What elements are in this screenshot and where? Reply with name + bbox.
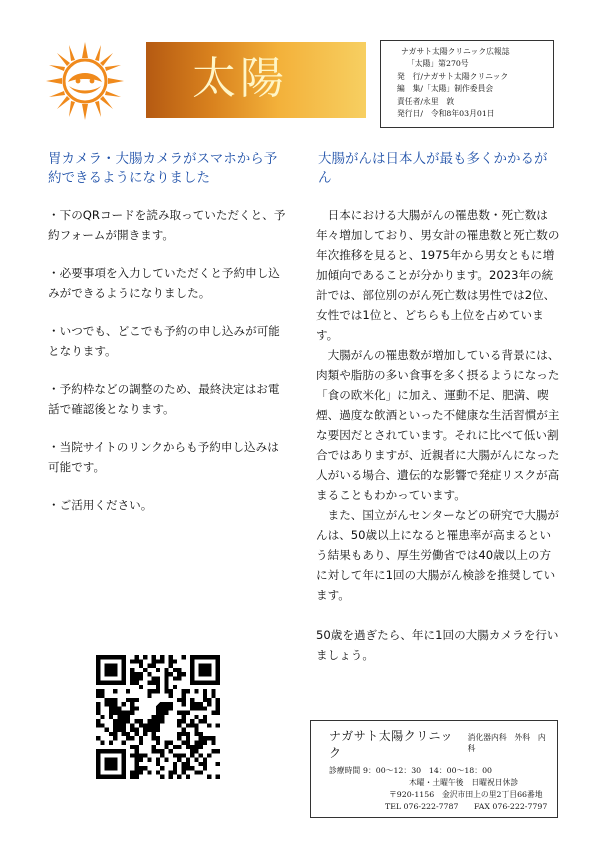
publication-name: ナガサト太陽クリニック広報誌 bbox=[401, 47, 510, 56]
clinic-hours: 9：00〜12：30 14：00〜18：00 bbox=[363, 766, 492, 775]
bullet-item: ・ご活用ください。 bbox=[48, 498, 153, 512]
responsible-person: 責任者/永里 敦 bbox=[397, 96, 455, 106]
editor: 編 集/「太陽」制作委員会 bbox=[397, 84, 494, 94]
banner-title: 太陽 bbox=[192, 53, 288, 104]
article-paragraph: また、国立がんセンターなどの研究で大腸がんは、50歳以上になると罹患率が高まるという結果もあり、厚生労働省では40歳以上の方に対して年に1回の大腸がん検診を推奨しています。 bbox=[316, 508, 560, 602]
clinic-info-box bbox=[310, 720, 558, 818]
hours-label: 診療時間 bbox=[329, 766, 361, 775]
reservation-bullet-list bbox=[48, 205, 288, 533]
clinic-departments: 消化器内科 外科 内科 bbox=[467, 733, 546, 753]
article-paragraph: 日本における大腸がんの罹患数・死亡数は年々増加しており、男女計の罹患数と死亡数の年次推移を見ると、1975年から男女ともに増加傾向であることが分かります。2023年の統計では、部位別のがん死亡数は男性では2位、女性では1位と、どちらも上位を占めています。 bbox=[316, 208, 560, 342]
right-heading: 大腸がんは日本人が最も多くかかるがん bbox=[318, 151, 548, 186]
sun-logo-icon bbox=[44, 40, 126, 122]
bullet-item: ・いつでも、どこでも予約の申し込みが可能となります。 bbox=[48, 324, 280, 358]
article-paragraph: 大腸がんの罹患数が増加している背景には、肉類や脂肪の多い食事を多く摂るようになった「食の欧米化」に加え、運動不足、肥満、喫煙、過度な飲酒といった不健康な生活習慣が主な要因だとされています。それに比べて低い割合ではありますが、近親者に大腸がんになった人がいる場合、遺伝的な影響で発症リスクが高まることもわかっています。 bbox=[316, 348, 560, 502]
masthead-box bbox=[380, 40, 554, 128]
publisher: 発 行/ナガサト太陽クリニック bbox=[397, 71, 509, 81]
issue-date: 発行日/ 令和8年03月01日 bbox=[397, 109, 495, 119]
left-heading: 胃カメラ・大腸カメラがスマホから予約できるようになりました bbox=[48, 151, 278, 186]
article-closing: 50歳を過ぎたら、年に1回の大腸カメラを行いましょう。 bbox=[316, 628, 559, 662]
article-body bbox=[316, 205, 560, 665]
closed-days: 木曜・土曜午後 日曜祝日休診 bbox=[409, 778, 519, 787]
bullet-item: ・予約枠などの調整のため、最終決定はお電話で確認後となります。 bbox=[48, 382, 280, 416]
clinic-contact: TEL 076-222-7787 FAX 076-222-7797 bbox=[385, 802, 548, 811]
bullet-item: ・必要事項を入力していただくと予約申し込みができるようになりました。 bbox=[48, 266, 280, 300]
clinic-name: ナガサト太陽クリニック bbox=[329, 729, 454, 760]
title-banner bbox=[146, 42, 366, 118]
qr-code[interactable] bbox=[96, 655, 220, 779]
clinic-address: 〒920-1156 金沢市田上の里2丁目66番地 bbox=[389, 790, 543, 799]
issue-number: 「太陽」第270号 bbox=[407, 59, 469, 69]
bullet-item: ・下のQRコードを読み取っていただくと、予約フォームが開きます。 bbox=[48, 208, 286, 242]
bullet-item: ・当院サイトのリンクからも予約申し込みは可能です。 bbox=[48, 440, 279, 474]
